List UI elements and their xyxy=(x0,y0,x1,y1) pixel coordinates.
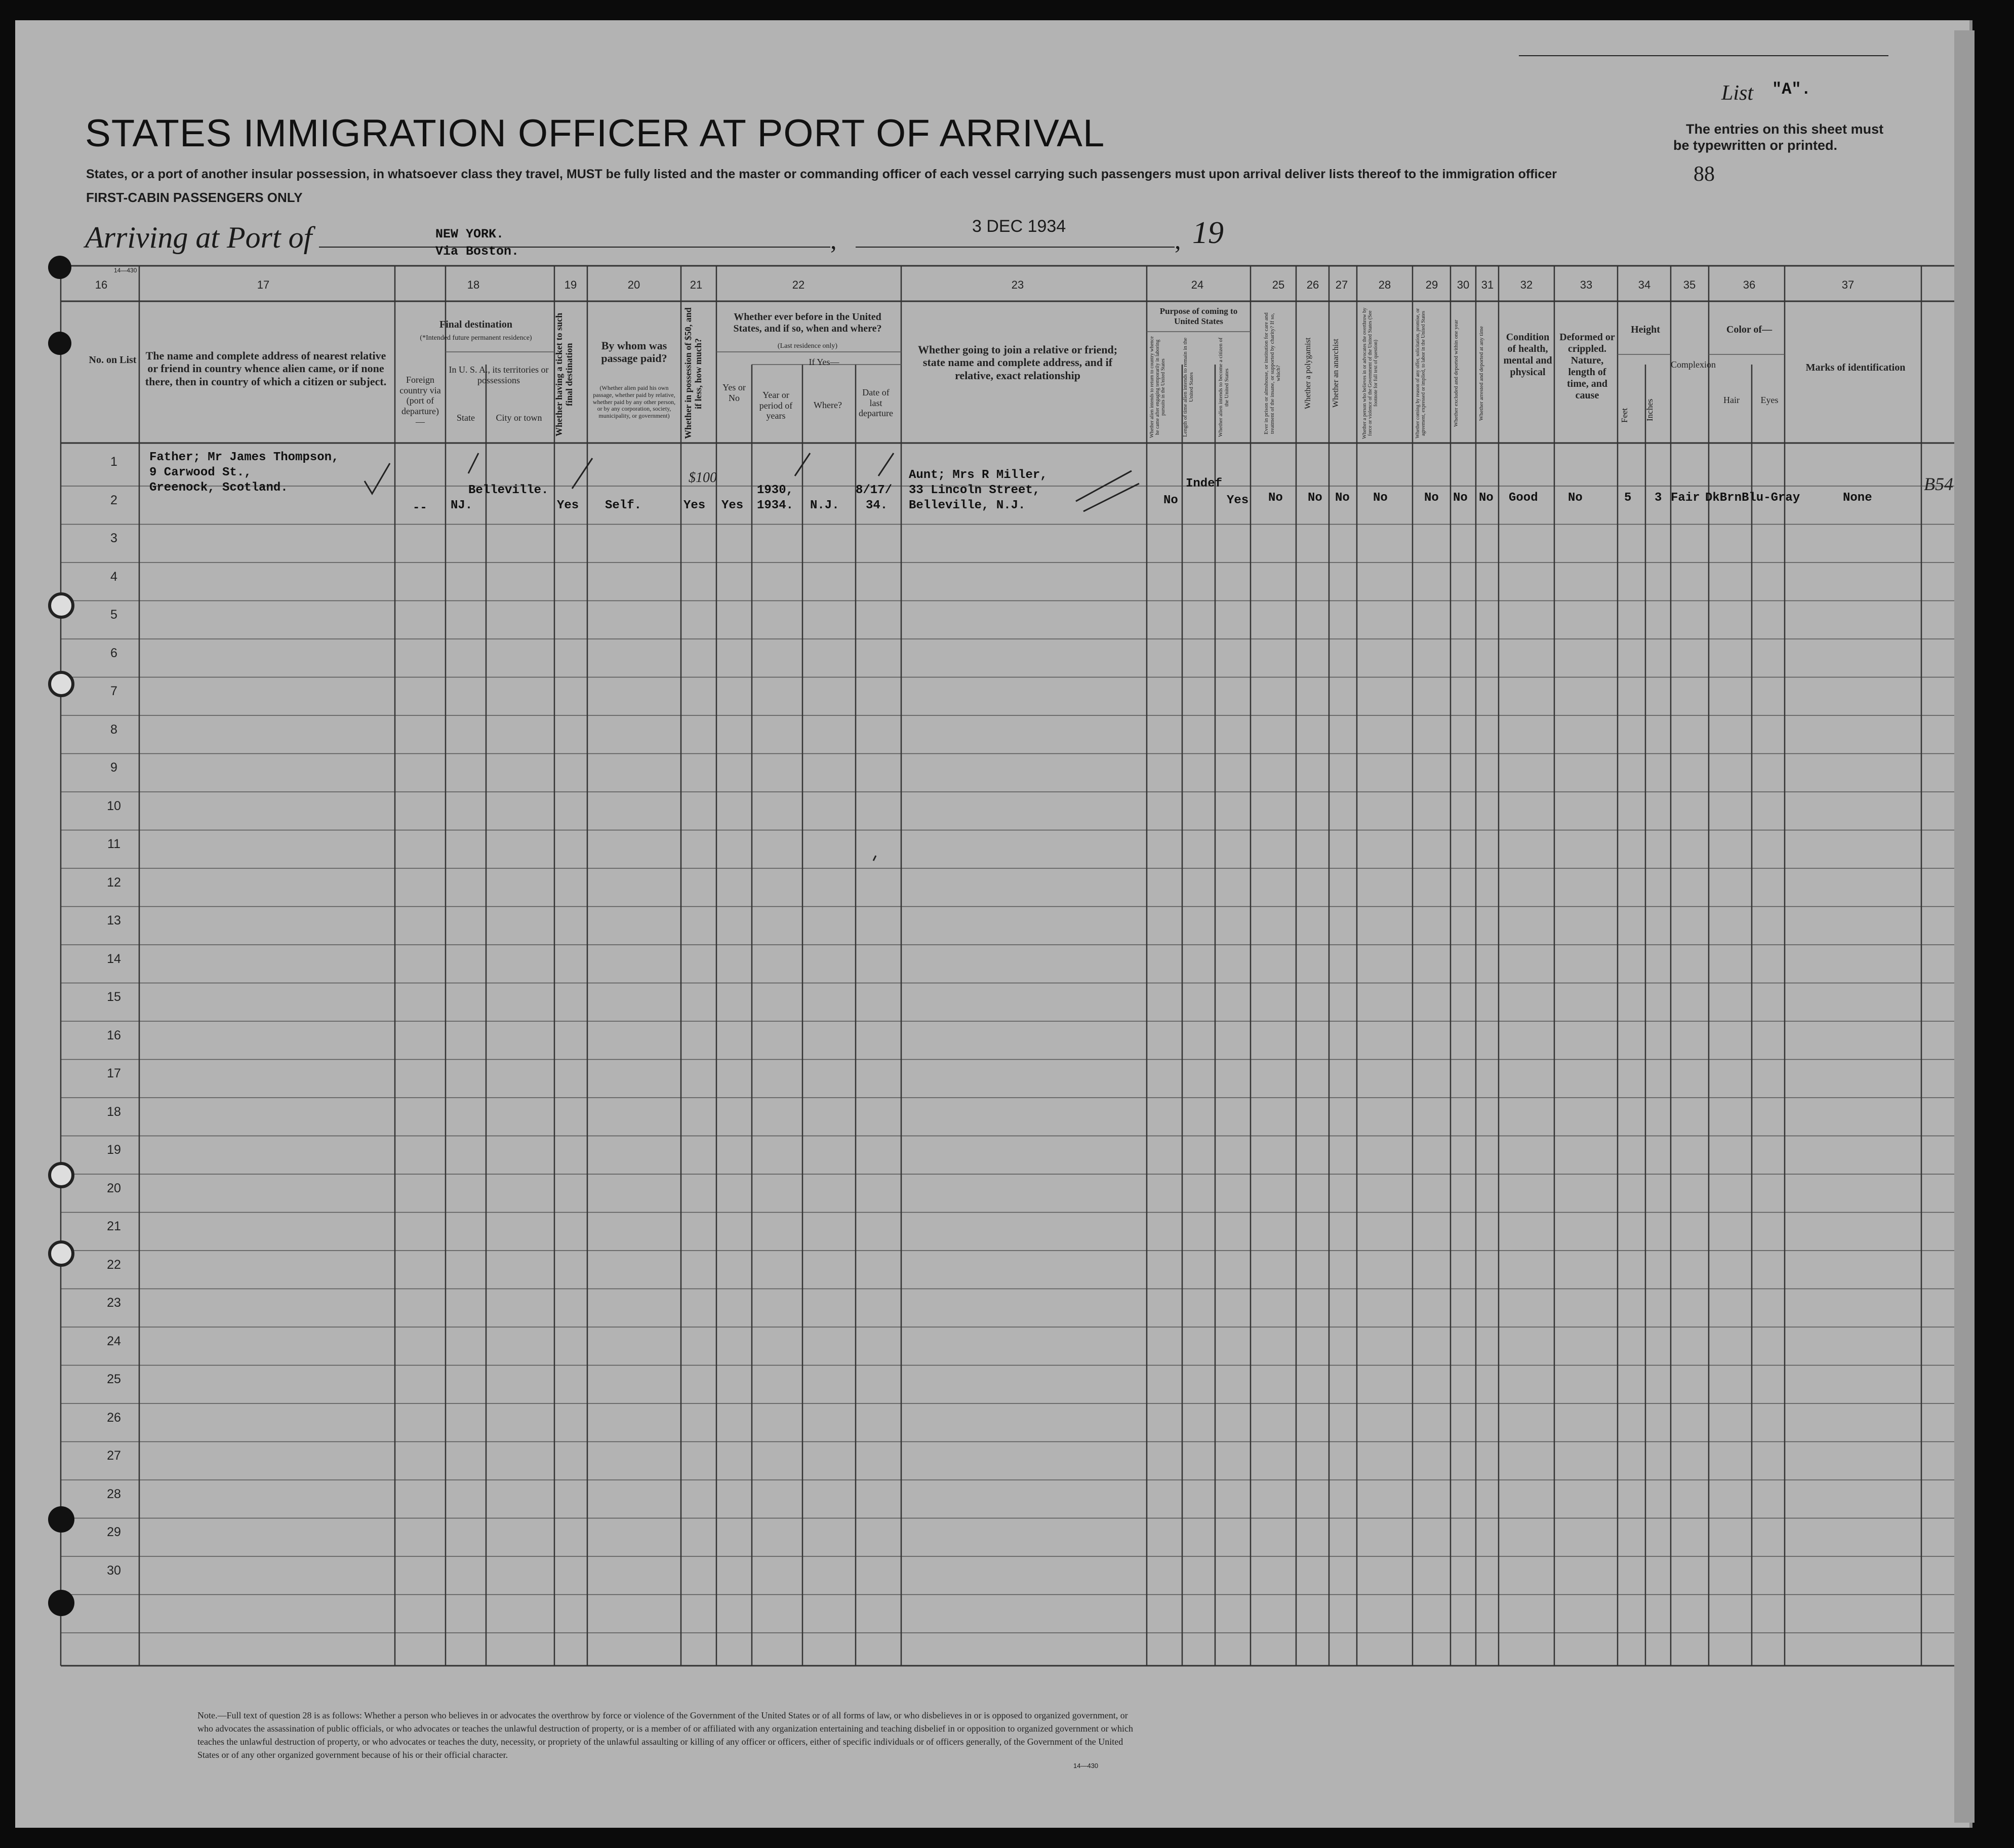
foreign-via: -- xyxy=(413,501,427,515)
row-number: 29 xyxy=(107,1525,121,1539)
row-number: 14 xyxy=(107,951,121,966)
excluded: No xyxy=(1453,491,1468,505)
return-country: No xyxy=(1163,494,1178,507)
relative-line-3: Greenock, Scotland. xyxy=(149,481,288,495)
header-destination-note: (*Intended future permanent residence) xyxy=(420,334,532,342)
overthrow: No xyxy=(1373,491,1388,505)
column-number: 22 xyxy=(792,278,805,291)
row-number: 11 xyxy=(107,837,120,851)
header-last-residence: (Last residence only) xyxy=(777,342,838,350)
column-number: 34 xyxy=(1638,278,1651,291)
header-arrested: Whether arrested and deported at any time xyxy=(1478,326,1484,421)
header-health: Condition of health, mental and physical xyxy=(1503,332,1552,378)
entries-note-1: The entries on this sheet must xyxy=(1686,122,1884,137)
class-line: FIRST-CABIN PASSENGERS ONLY xyxy=(86,190,303,205)
money-annotation: $100 xyxy=(689,470,717,486)
relative-line-2: 9 Carwood St., xyxy=(149,466,252,479)
row-number: 19 xyxy=(107,1143,121,1157)
labor-offer: No xyxy=(1424,491,1439,505)
entries-note-2: be typewritten or printed. xyxy=(1673,138,1838,153)
row-number: 17 xyxy=(107,1066,121,1080)
header-return-country: Whether alien intends to return to country whence he came after engaging temporarily in laboring pursuits in the United States xyxy=(1149,336,1166,438)
header-anarchist: Whether an anarchist xyxy=(1332,339,1340,408)
year-prefix: 19 xyxy=(1192,216,1224,250)
complexion: Fair xyxy=(1671,491,1700,505)
header-yes-no: Yes or No xyxy=(722,382,746,403)
comma: , xyxy=(1175,226,1181,254)
join-line-2: 33 Lincoln Street, xyxy=(909,484,1040,497)
relative-line-1: Father; Mr James Thompson, xyxy=(149,451,339,464)
instructions-line: States, or a port of another insular possession, in whatsoever class they travel, MUST be fully listed and the master or commanding officer of each vessel carrying such passengers must upon arrival deliver lists thereof to the immigration officer xyxy=(86,167,1557,181)
join-line-1: Aunt; Mrs R Miller, xyxy=(909,468,1048,482)
row-number: 21 xyxy=(107,1219,121,1233)
form-code-top: 14—430 xyxy=(114,267,137,274)
margin-note: B54 xyxy=(1924,474,1953,494)
header-possession-50: Whether in possession of $50, and if less, how much? xyxy=(683,307,703,439)
column-number: 28 xyxy=(1378,278,1391,291)
marks: None xyxy=(1843,491,1872,505)
arriving-label: Arriving at Port of xyxy=(85,221,312,254)
where: N.J. xyxy=(810,499,839,512)
row-number: 30 xyxy=(107,1563,121,1578)
years-line-2: 1934. xyxy=(757,499,794,512)
header-passage-note: (Whether alien paid his own passage, whether paid by relative, whether paid by any other person, or by any corporation, society, municipality, or government) xyxy=(592,384,676,420)
header-state: State xyxy=(457,413,475,423)
header-join-relative: Whether going to join a relative or friend; state name and complete address, and if relative, exact relationship xyxy=(917,343,1118,382)
hair-color: DkBrn xyxy=(1705,491,1742,505)
destination-city: Belleville. xyxy=(468,484,549,497)
date-line-2: 34. xyxy=(866,499,888,512)
header-marks: Marks of identification xyxy=(1805,362,1906,373)
form-code-bottom: 14—430 xyxy=(1073,1762,1099,1770)
eye-color: Blu-Gray xyxy=(1742,491,1800,505)
sheet-number: 88 xyxy=(1694,163,1715,186)
row-number: 25 xyxy=(107,1372,121,1386)
header-height: Height xyxy=(1631,324,1660,335)
health: Good xyxy=(1509,491,1538,505)
column-number: 29 xyxy=(1425,278,1438,291)
column-number: 32 xyxy=(1520,278,1533,291)
row-number: 6 xyxy=(110,646,117,660)
header-complexion: Complexion xyxy=(1671,359,1716,370)
column-number: 37 xyxy=(1841,278,1855,291)
header-inches: Inches xyxy=(1645,398,1655,422)
comma: , xyxy=(830,226,837,254)
header-where: Where? xyxy=(814,400,842,410)
header-hair: Hair xyxy=(1723,395,1740,405)
header-ever-before: Whether ever before in the United States, and if so, when and where? xyxy=(733,311,882,334)
column-number: 25 xyxy=(1272,278,1285,291)
column-number: 20 xyxy=(627,278,640,291)
row-number: 8 xyxy=(110,722,117,737)
row-number: 23 xyxy=(107,1296,121,1310)
row-number: 2 xyxy=(110,493,117,507)
row-number: 16 xyxy=(107,1028,121,1042)
list-label: List xyxy=(1721,82,1754,105)
port-line-1: NEW YORK. xyxy=(435,227,504,242)
arrival-date: 3 DEC 1934 xyxy=(972,217,1066,236)
header-foreign-via: Foreign country via (port of departure)— xyxy=(399,375,441,427)
row-number: 22 xyxy=(107,1257,121,1272)
column-number: 33 xyxy=(1580,278,1593,291)
header-year: Year or period of years xyxy=(759,390,793,421)
polygamist: No xyxy=(1308,491,1322,505)
anarchist: No xyxy=(1335,491,1350,505)
row-number: 28 xyxy=(107,1487,121,1501)
row-number: 7 xyxy=(110,684,117,698)
before-yes-no: Yes xyxy=(721,499,744,512)
header-prison: Ever in prison or almshouse, or institution for care and treatment of the insane, or supported by charity? If so, which? xyxy=(1263,312,1282,434)
header-overthrow: Whether a person who believes in or advocates the overthrow by force or violence of the Government of the United States (See footnote for full text of question) xyxy=(1362,307,1379,439)
column-number: 16 xyxy=(95,278,108,291)
column-number: 36 xyxy=(1743,278,1756,291)
row-number: 10 xyxy=(107,798,121,813)
column-number: 19 xyxy=(564,278,577,291)
header-become-citizen: Whether alien intends to become a citizen of the United States xyxy=(1218,337,1230,437)
row-number: 12 xyxy=(107,875,121,890)
height-feet: 5 xyxy=(1624,491,1632,505)
years-line-1: 1930, xyxy=(757,484,794,497)
header-color: Color of— xyxy=(1726,324,1773,335)
header-deformed: Deformed or crippled. Nature, length of time, and cause xyxy=(1559,332,1615,401)
row-number: 27 xyxy=(107,1449,121,1463)
column-number: 35 xyxy=(1683,278,1696,291)
header-feet: Feet xyxy=(1620,408,1629,423)
list-value: "A". xyxy=(1772,80,1811,99)
header-ticket: Whether having a ticket to such final destination xyxy=(554,312,574,437)
header-passage-paid: By whom was passage paid? xyxy=(601,339,667,365)
header-no-on-list: No. on List xyxy=(89,354,137,366)
row-number: 26 xyxy=(107,1410,121,1425)
column-number: 21 xyxy=(690,278,703,291)
arrested: No xyxy=(1479,491,1494,505)
header-last-departure: Date of last departure xyxy=(859,387,893,419)
header-polygamist: Whether a polygamist xyxy=(1304,337,1312,410)
row-number: 5 xyxy=(110,608,117,622)
header-excluded: Whether excluded and deported within one year xyxy=(1453,319,1459,427)
header-purpose: Purpose of coming to United States xyxy=(1159,306,1238,326)
column-number: 24 xyxy=(1191,278,1204,291)
form-title: STATES IMMIGRATION OFFICER AT PORT OF ARRIVAL xyxy=(85,112,1105,155)
passage-paid: Self. xyxy=(605,499,642,512)
header-eyes: Eyes xyxy=(1760,395,1779,405)
row-number: 24 xyxy=(107,1334,121,1348)
header-length-stay: Length of time alien intends to remain in the United States xyxy=(1182,337,1195,437)
possession-50: Yes xyxy=(683,499,706,512)
column-number: 17 xyxy=(257,278,270,291)
row-number: 13 xyxy=(107,913,121,928)
row-number: 9 xyxy=(110,760,117,775)
height-inches: 3 xyxy=(1655,491,1662,505)
length-stay: Indef xyxy=(1186,477,1223,491)
deformed: No xyxy=(1568,491,1583,505)
become-citizen: Yes xyxy=(1227,494,1249,507)
column-number: 23 xyxy=(1011,278,1024,291)
row-number: 1 xyxy=(110,455,117,469)
row-number: 20 xyxy=(107,1181,121,1195)
header-if-yes: If Yes— xyxy=(809,357,839,367)
footnote: Note.—Full text of question 28 is as follows: Whether a person who believes in or advocates the overthrow by force or violence of the Government of the United States or of all forms of law, or who disbelieves in or is opposed to organized government, or who advocates the assassination of public officials, or who advocates or teaches the unlawful destruction of property, or is a member of or affiliated with any organization entertaining and teaching disbelief in or opposition to organized government or which teaches the unlawful destruction of property, or who advocates or teaches the duty, necessity, or propriety of the unlawful assaulting or killing of any officer or officers, either of specific individuals or of officers generally, of the Government of the United States or of any other organized government because of his or their official character. xyxy=(197,1710,1133,1760)
column-number: 30 xyxy=(1457,278,1470,291)
header-labor-offer: Whether coming by reason of any offer, solicitation, promise, or agreement, expressed or implied, to labor in the United States xyxy=(1415,308,1426,439)
date-line-1: 8/17/ xyxy=(856,484,893,497)
port-line-2: Via Boston. xyxy=(435,244,519,259)
row-number: 3 xyxy=(110,531,117,545)
column-number: 26 xyxy=(1306,278,1319,291)
header-city: City or town xyxy=(496,413,542,423)
header-usa: In U. S. A., its territories or possessions xyxy=(449,365,549,385)
destination-state: NJ. xyxy=(451,499,473,512)
column-number: 27 xyxy=(1335,278,1348,291)
join-line-3: Belleville, N.J. xyxy=(909,499,1026,512)
prison: No xyxy=(1268,491,1283,505)
column-number: 18 xyxy=(467,278,480,291)
header-final-destination: Final destination xyxy=(439,319,512,330)
header-relative: The name and complete address of nearest relative or friend in country whence alien came, or if none there, then in country of which a citizen or subject. xyxy=(145,349,387,388)
column-number: 31 xyxy=(1481,278,1494,291)
row-number: 4 xyxy=(110,569,117,584)
row-number: 18 xyxy=(107,1104,121,1119)
ticket: Yes xyxy=(557,499,579,512)
row-number: 15 xyxy=(107,990,121,1004)
